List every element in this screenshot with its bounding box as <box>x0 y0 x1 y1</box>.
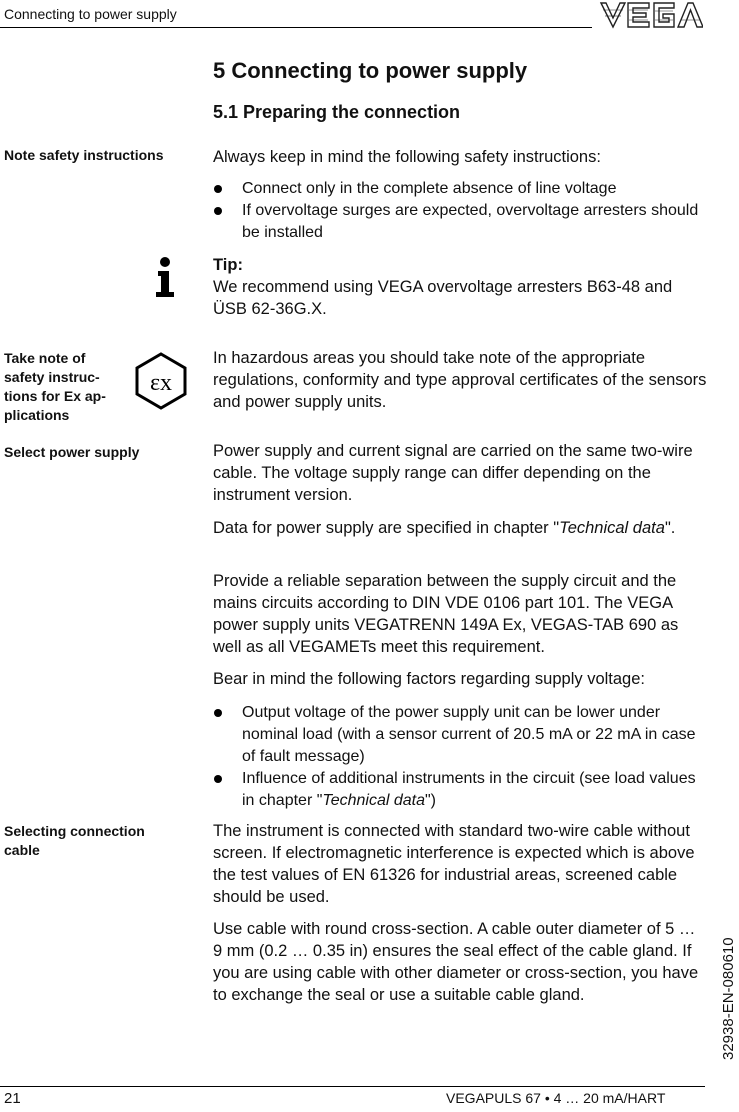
side-label-cable: Selecting connection cable <box>4 823 145 858</box>
footer-document-title: VEGAPULS 67 • 4 … 20 mA/HART <box>446 1090 666 1106</box>
power-paragraph-2: Data for power supply are specified in chapter "Technical data". <box>213 519 676 537</box>
vega-logo <box>599 0 703 30</box>
list-item: Output voltage of the power supply unit can be lower under nominal load (with a sensor current of 20.5 mA or 22 mA in case of fault message) <box>213 702 707 768</box>
tip-label: Tip: <box>213 256 243 274</box>
safety-bullet-list <box>213 178 707 244</box>
ex-hazard-icon <box>134 352 188 410</box>
footer-rule <box>0 1086 705 1087</box>
list-item: Connect only in the complete absence of line voltage <box>213 178 707 200</box>
list-item: Influence of additional instruments in the circuit (see load values in chapter "Technical data") <box>213 768 707 812</box>
chapter-title: 5 Connecting to power supply <box>213 58 528 83</box>
side-label-power: Select power supply <box>4 444 140 460</box>
cable-paragraph-2: Use cable with round cross-section. A cable outer diameter of 5 … 9 mm (0.2 … 0.35 in) ensures the seal effect of the cable gland. If you are using cable with other diameter or cross-section, you have to exchange the seal or use a suitable cable gland. <box>213 920 699 1004</box>
ex-paragraph: In hazardous areas you should take note of the appropriate regulations, conformity and type approval certificates of the sensors and power supply units. <box>213 349 707 411</box>
svg-text:εx: εx <box>149 370 173 396</box>
power-paragraph-4: Bear in mind the following factors regarding supply voltage: <box>213 670 645 688</box>
tip-text: We recommend using VEGA overvoltage arresters B63-48 and ÜSB 62-36G.X. <box>213 278 673 318</box>
power-paragraph-3: Provide a reliable separation between the supply circuit and the mains circuits according to DIN VDE 0106 part 101. The VEGA power supply units VEGATRENN 149A Ex, VEGAS-TAB 690 as well as all VEGAMETs meet this requirement. <box>213 572 679 656</box>
cable-paragraph-1: The instrument is connected with standard two-wire cable without screen. If electromagnetic interference is expected which is above the test values of EN 61326 for industrial areas, screened cable should be used. <box>213 822 695 906</box>
section-title: 5.1 Preparing the connection <box>213 102 461 122</box>
bullet-icon <box>214 775 222 783</box>
power-paragraph-1: Power supply and current signal are carried on the same two-wire cable. The voltage supply range can differ depending on the instrument version. <box>213 442 693 504</box>
document-code: 32938-EN-080610 <box>720 937 737 1060</box>
supply-voltage-bullet-list <box>213 702 707 812</box>
header-rule <box>0 27 592 28</box>
running-header: Connecting to power supply <box>4 6 177 22</box>
bullet-icon <box>214 709 222 717</box>
list-item: If overvoltage surges are expected, overvoltage arresters should be installed <box>213 200 707 244</box>
bullet-icon <box>214 185 222 193</box>
side-label-ex: Take note of safety instruc- tions for Ex ap- plications <box>4 350 106 423</box>
bullet-icon <box>214 207 222 215</box>
safety-intro: Always keep in mind the following safety instructions: <box>213 148 601 166</box>
side-label-safety: Note safety instructions <box>4 147 164 163</box>
page-number: 21 <box>4 1090 21 1107</box>
info-icon <box>145 256 185 300</box>
